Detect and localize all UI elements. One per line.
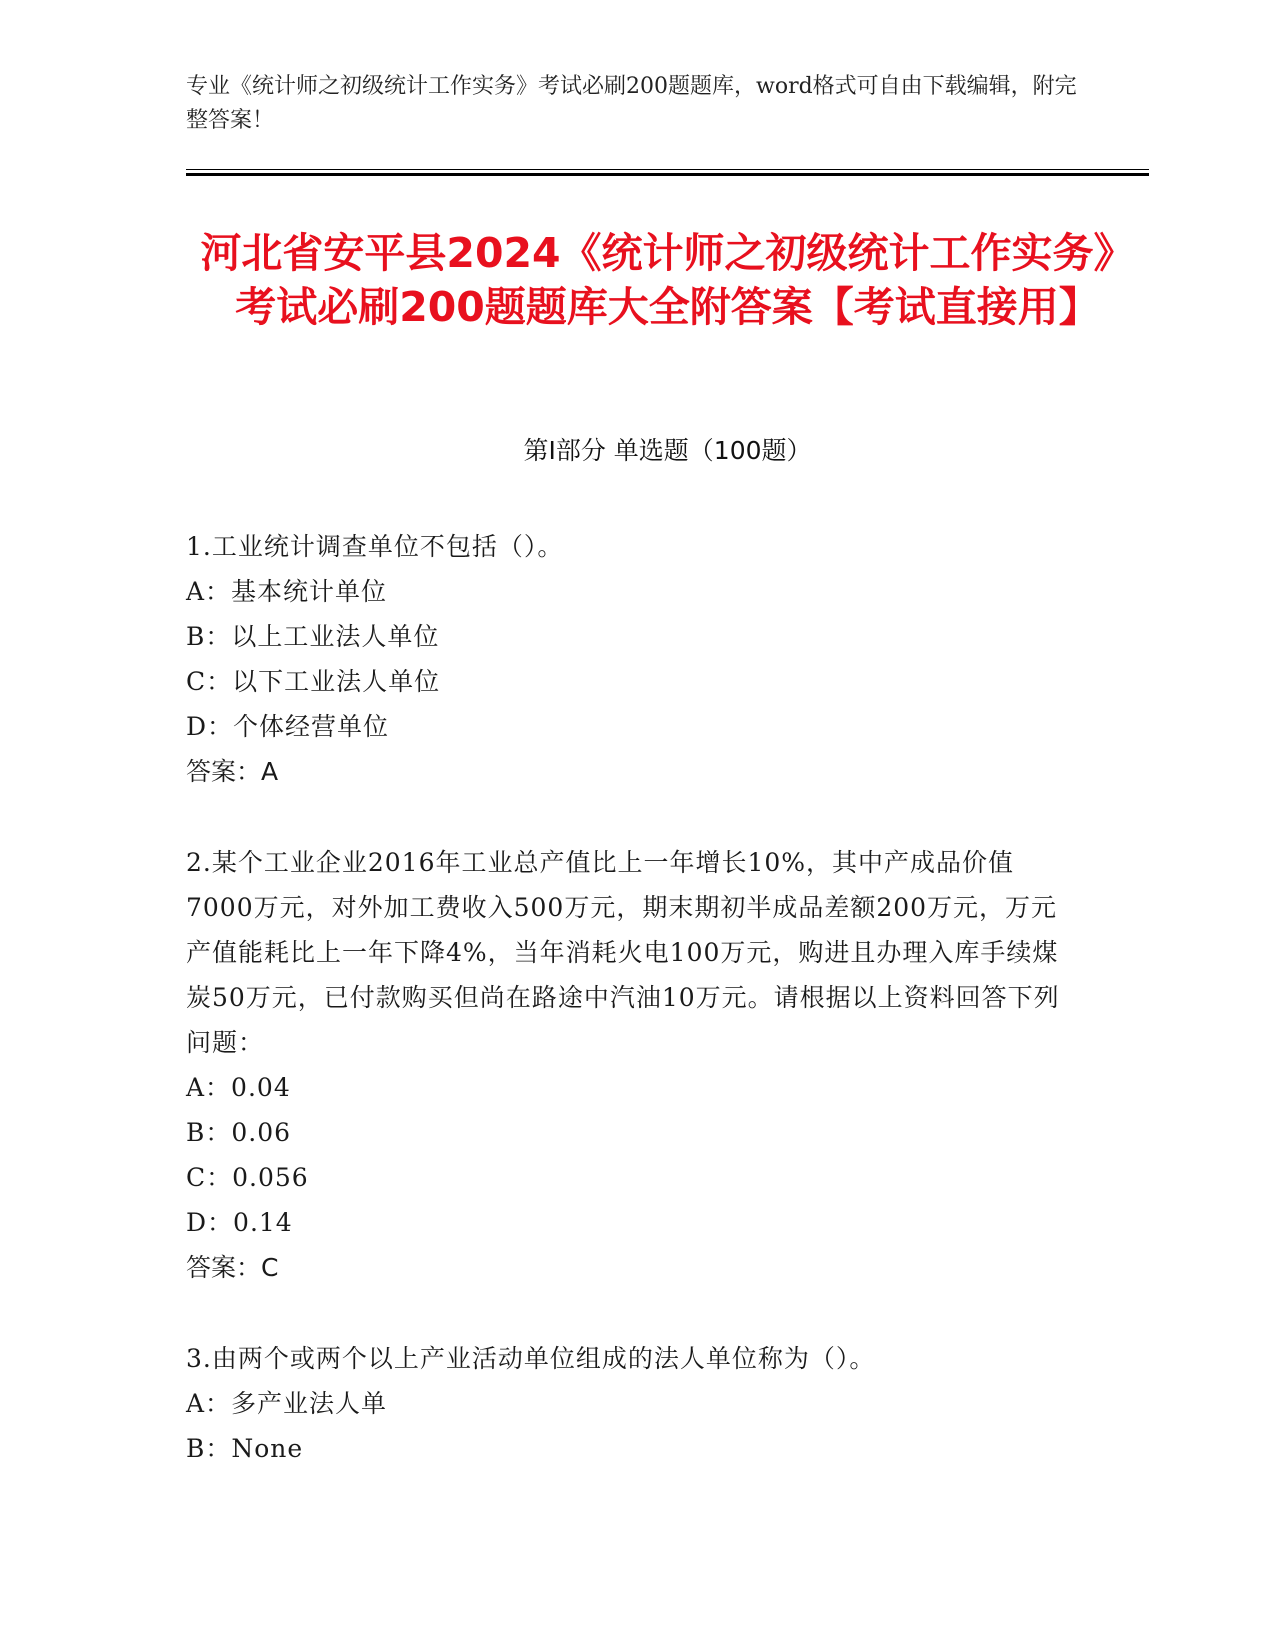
document-title: 河北省安平县2024《统计师之初级统计工作实务》考试必刷200题题库大全附答案【考试直接用】 — [200, 229, 1135, 331]
section-title: 第I部分 单选题（100题） — [523, 436, 812, 465]
answer: 答案：C — [186, 1253, 279, 1282]
header-note: 专业《统计师之初级统计工作实务》考试必刷200题题库，word格式可自由下载编辑，附完整答案！ — [186, 74, 1077, 133]
question-stem: 1.工业统计调查单位不包括（）。 — [186, 532, 564, 561]
option-a: A：0.04 — [186, 1073, 291, 1102]
answer: 答案：A — [186, 757, 279, 786]
question-1 — [186, 524, 1066, 794]
option-d: D：个体经营单位 — [186, 712, 390, 741]
header-divider-thin — [186, 169, 1149, 170]
question-2 — [186, 840, 1066, 1290]
question-list — [186, 524, 1066, 1517]
option-c: C：0.056 — [186, 1163, 309, 1192]
option-b: B：None — [186, 1434, 304, 1463]
option-b: B：0.06 — [186, 1118, 292, 1147]
option-a: A：基本统计单位 — [186, 577, 388, 606]
option-a: A：多产业法人单 — [186, 1389, 388, 1418]
question-stem: 3.由两个或两个以上产业活动单位组成的法人单位称为（）。 — [186, 1344, 876, 1373]
option-c: C：以下工业法人单位 — [186, 667, 441, 696]
option-d: D：0.14 — [186, 1208, 293, 1237]
question-stem: 2.某个工业企业2016年工业总产值比上一年增长10%，其中产成品价值7000万元，对外加工费收入500万元，期末期初半成品差额200万元，万元产值能耗比上一年下降4%，当年消耗火电100万元，购进且办理入库手续煤炭50万元，已付款购买但尚在路途中汽油10万元。请根据以上资料回答下列问题： — [186, 848, 1060, 1057]
option-b: B：以上工业法人单位 — [186, 622, 440, 651]
question-3 — [186, 1336, 1066, 1471]
header-divider-thick — [186, 173, 1149, 176]
